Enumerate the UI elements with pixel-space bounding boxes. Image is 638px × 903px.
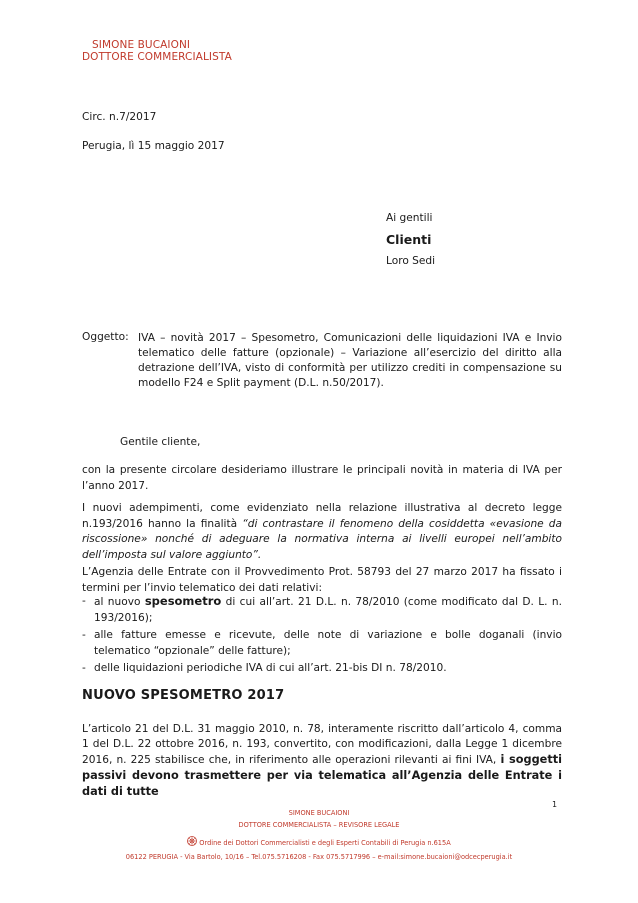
- paragraph-purpose: [82, 501, 562, 563]
- bullet-list: [82, 594, 562, 677]
- paragraph-spesometro-bold: i soggetti passivi devono trasmettere per via telematica all’Agenzia delle Entrate i dati di tutte: [82, 753, 562, 798]
- paragraph-purpose-lead: I nuovi adempimenti, come evidenziato nella relazione illustrativa al decreto legge n.193/2016 hanno la finalità: [82, 502, 562, 530]
- footer-order: Ordine dei Dottori Commercialisti e degli Esperti Contabili di Perugia n.615A: [199, 839, 451, 847]
- bullet-dash: -: [82, 662, 86, 674]
- letterhead-title: DOTTORE COMMERCIALISTA: [82, 51, 232, 63]
- list-item: [82, 594, 562, 626]
- paragraph-intro: con la presente circolare desideriamo illustrare le principali novità in materia di IVA per l’anno 2017.: [82, 464, 562, 492]
- list-item-pre: al nuovo: [94, 596, 145, 608]
- letterhead-name: SIMONE BUCAIONI: [92, 39, 191, 51]
- order-seal-icon: [187, 836, 197, 850]
- subject-label: Oggetto:: [82, 331, 129, 343]
- footer-title: DOTTORE COMMERCIALISTA – REVISORE LEGALE: [238, 821, 400, 829]
- list-item-post: di cui all’art. 21 D.L. n. 78/2010 (come modificato dal D. L. n. 193/2016);: [94, 596, 562, 624]
- footer-order-line: [0, 836, 638, 850]
- paragraph-purpose-quote: “di contrastare il fenomeno della cosiddetta «evasione da riscossione» nonché di adeguare la normativa interna ai livelli europei nell’ambito dell’imposta sul valore aggiunto”.: [82, 517, 563, 561]
- footer-name: SIMONE BUCAIONI: [288, 809, 350, 817]
- list-item: [82, 628, 562, 659]
- list-item-pre: alle fatture emesse e ricevute, delle note di variazione e bolle doganali (invio telematico “opzionale” delle fatture);: [94, 629, 562, 657]
- subject-text: IVA – novità 2017 – Spesometro, Comunicazioni delle liquidazioni IVA e Invio telematico delle fatture (opzionale) – Variazione all’esercizio del diritto alla detrazione dell’IVA, visto di conformità per utilizzo crediti in compensazione su modello F24 e Split payment (D.L. n.50/2017).: [138, 332, 562, 389]
- bullet-dash: -: [82, 629, 86, 641]
- page-number: 1: [552, 800, 558, 809]
- salutation: Gentile cliente,: [120, 436, 201, 448]
- bullet-dash: -: [82, 595, 86, 607]
- footer-address: 06122 PERUGIA - Via Bartolo, 10/16 – Tel.075.5716208 - Fax 075.5717996 – e-mail:simone.bucaioni@odcecperugia.it: [125, 853, 513, 861]
- list-item-pre: delle liquidazioni periodiche IVA di cui all’art. 21-bis DI n. 78/2010.: [94, 662, 447, 674]
- paragraph-spesometro-text: L’articolo 21 del D.L. 31 maggio 2010, n. 78, interamente riscritto dall’articolo 4, comma 1 del D.L. 22 ottobre 2016, n. 193, convertito, con modificazioni, dalla Legge 1 dicembre 2016, n. 225 stabilisce che, in riferimento alle operazioni rilevanti ai fini IVA,: [82, 723, 562, 766]
- recipient-greeting: Ai gentili: [386, 212, 433, 224]
- paragraph-spesometro: [82, 722, 562, 800]
- list-item: [82, 661, 562, 677]
- recipient-address: Loro Sedi: [386, 255, 436, 267]
- date-line: Perugia, lì 15 maggio 2017: [82, 140, 225, 152]
- footer: [0, 808, 638, 862]
- circular-number: Circ. n.7/2017: [82, 111, 157, 123]
- paragraph-provvedimento: L’Agenzia delle Entrate con il Provvedimento Prot. 58793 del 27 marzo 2017 ha fissato i termini per l’invio telematico dei dati relativi:: [82, 566, 562, 594]
- letterhead: [82, 39, 232, 63]
- recipient-clients: Clienti: [386, 232, 432, 247]
- section-title: NUOVO SPESOMETRO 2017: [82, 688, 285, 703]
- list-item-bold: spesometro: [144, 594, 222, 608]
